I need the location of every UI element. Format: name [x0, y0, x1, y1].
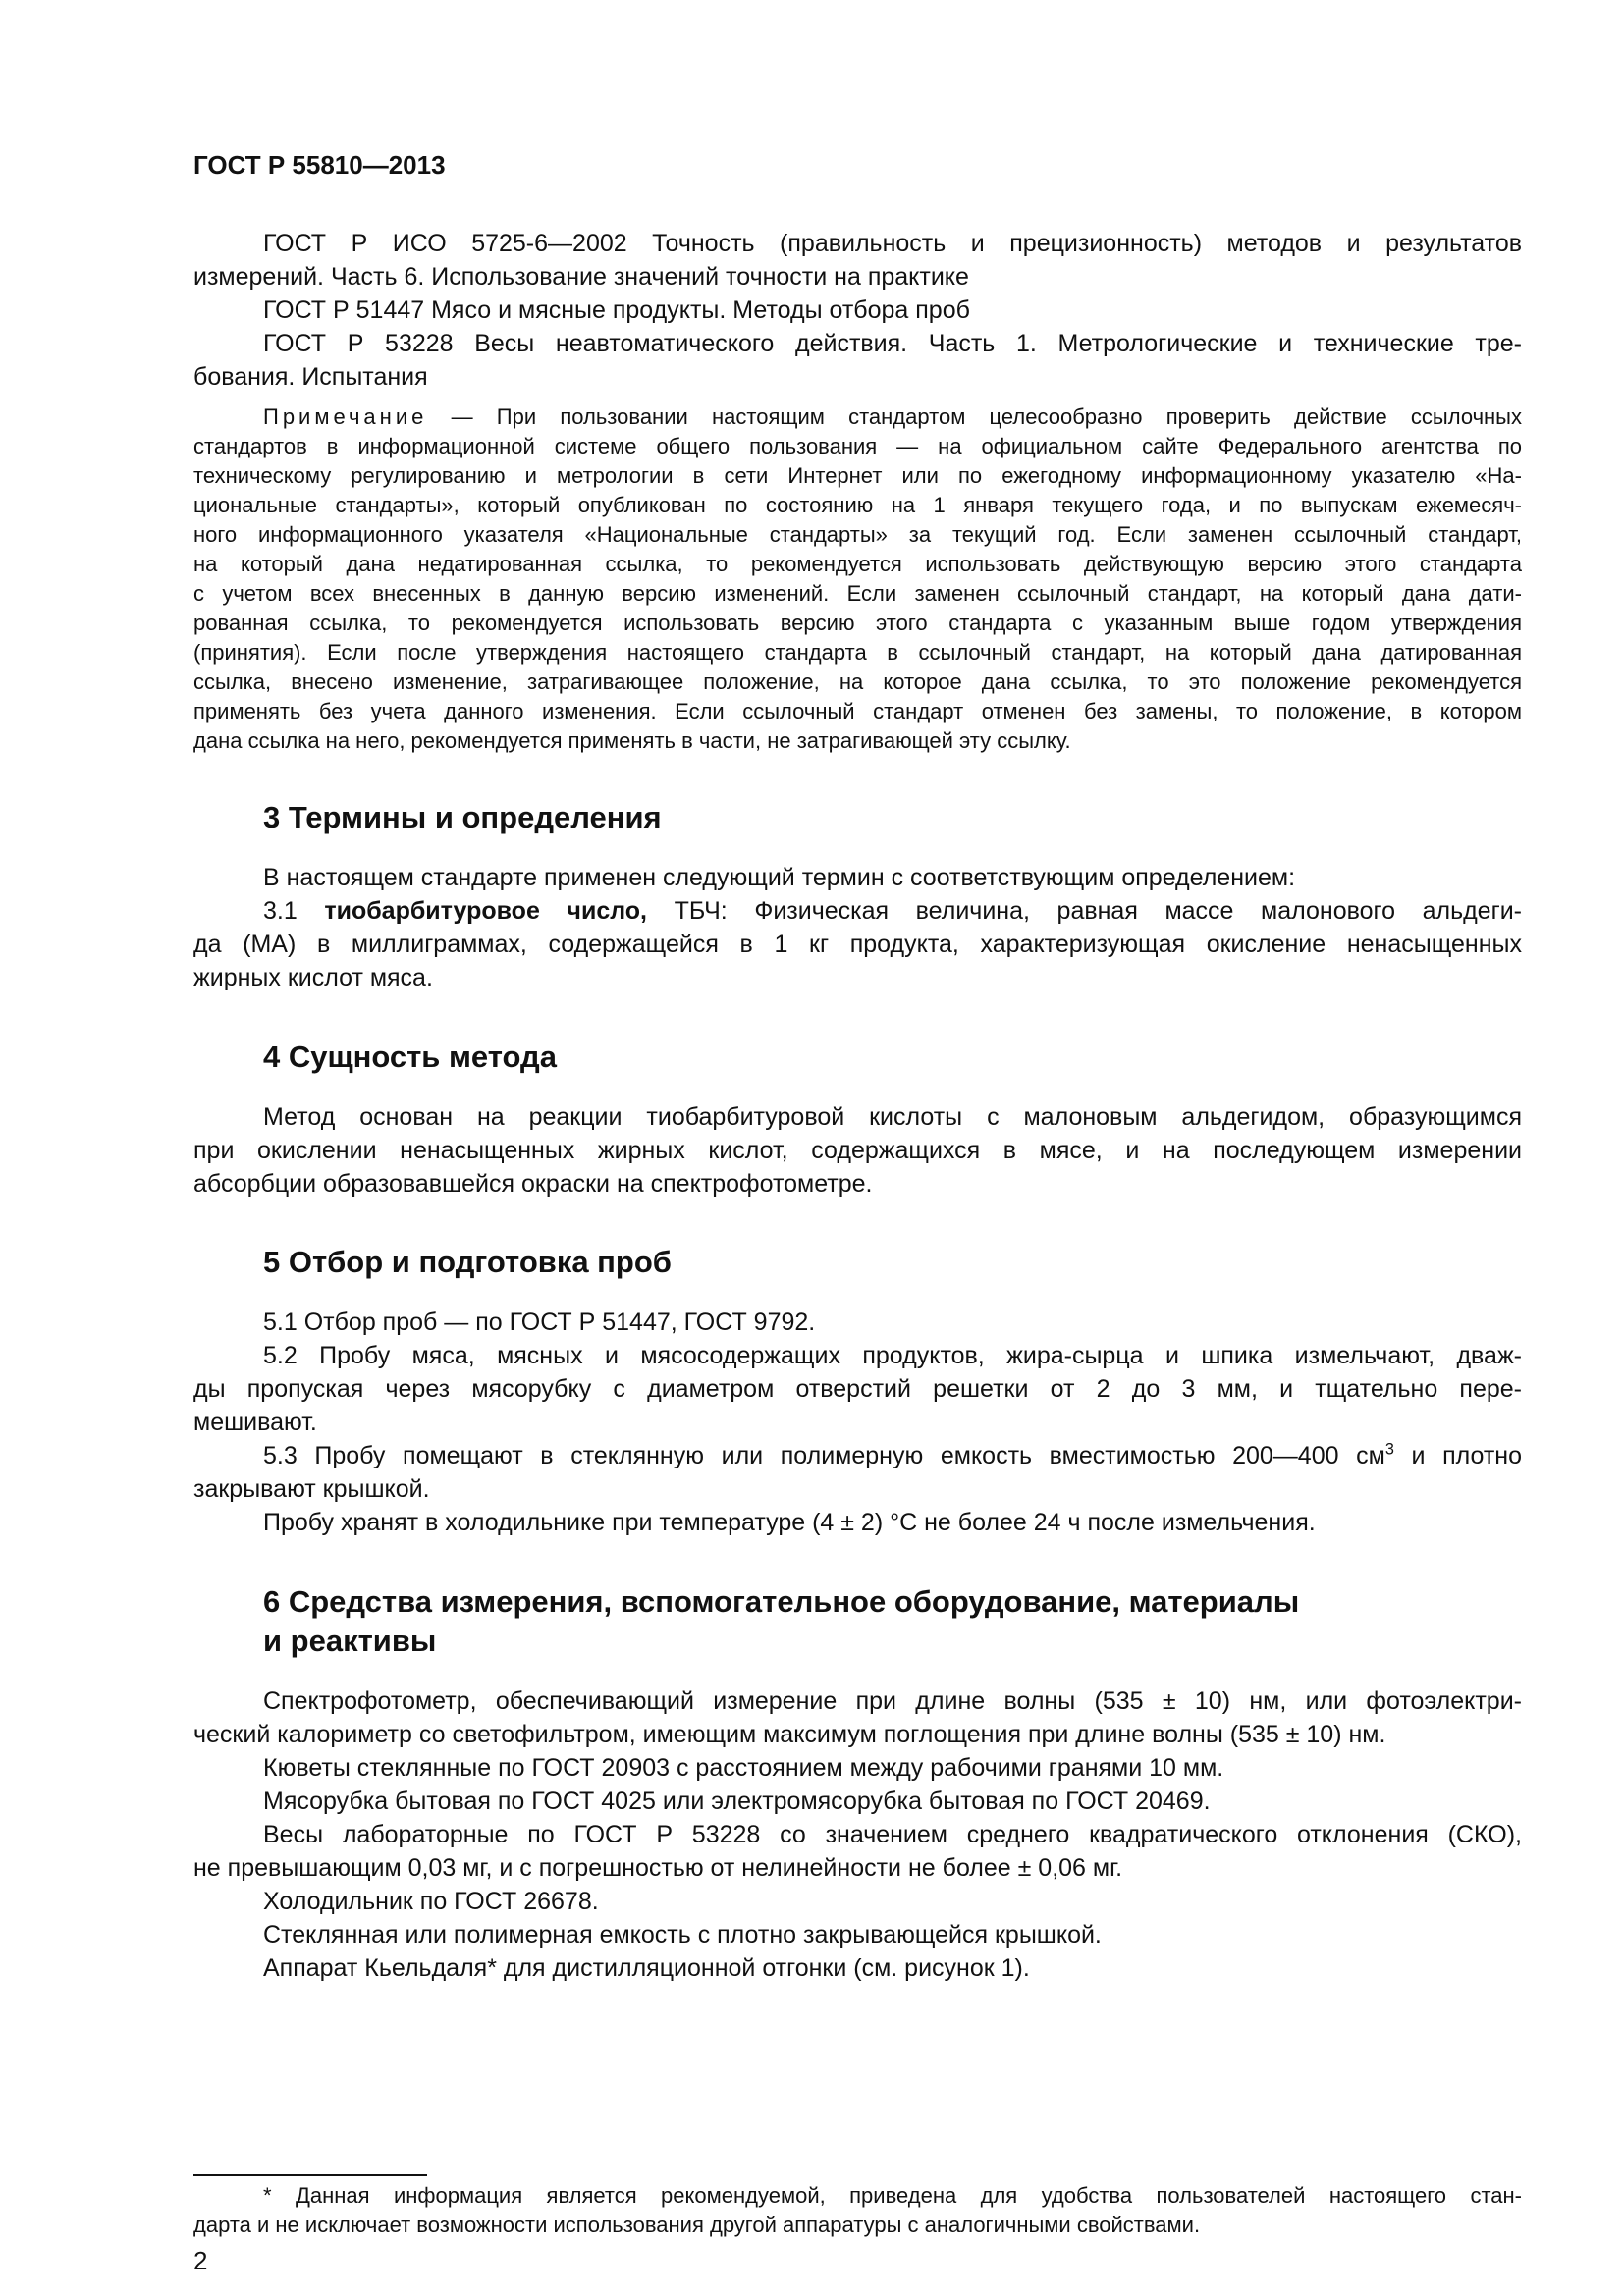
term-name: тиобарбитуровое число, — [324, 897, 647, 925]
note-line: стандартов в информационной системе общего пользования — на официальном сайте Федерального агентства по — [193, 434, 1522, 458]
section-6-kjeldahl: Аппарат Кьельдаля* для дистилляционной отгонки (см. рисунок 1). — [263, 1954, 1030, 1982]
page-number: 2 — [193, 2246, 208, 2275]
note-line: дана ссылка на него, рекомендуется применять в части, не затрагивающей эту ссылку. — [193, 728, 1071, 753]
footnote-line1: * Данная информация является рекомендуемой, приведена для удобства пользователей настоящего стан- — [263, 2183, 1522, 2208]
section-6-container: Стеклянная или полимерная емкость с плотно закрывающейся крышкой. — [263, 1921, 1102, 1949]
note-line: на который дана недатированная ссылка, то рекомендуется использовать действующую версию этого стандарта — [193, 552, 1522, 576]
clause-5-3-line2: закрывают крышкой. — [193, 1475, 430, 1503]
term-definition-line1: 3.1 тиобарбитуровое число, ТБЧ: Физическая величина, равная массе малонового альдеги- — [263, 897, 1522, 925]
ref-gost-53228-line2: бования. Испытания — [193, 363, 428, 391]
note-line: техническому регулированию и метрологии в сети Интернет или по ежегодному информационному указателю «На- — [193, 463, 1522, 488]
clause-5-2-line1: 5.2 Пробу мяса, мясных и мясосодержащих продуктов, жира-сырца и шпика измельчают, дваж- — [263, 1342, 1522, 1369]
clause-5-2-line3: мешивают. — [193, 1409, 317, 1436]
clause-5-3-storage: Пробу хранят в холодильнике при температуре (4 ± 2) °С не более 24 ч после измельчения. — [263, 1509, 1316, 1536]
section-6-title-line1: 6 Средства измерения, вспомогательное оборудование, материалы — [263, 1584, 1300, 1619]
section-6-scales-line2: не превышающим 0,03 мг, и с погрешностью от нелинейности не более ± 0,06 мг. — [193, 1854, 1123, 1882]
note-line: Примечание — При пользовании настоящим стандартом целесообразно проверить действие ссылочных — [263, 404, 1522, 429]
term-definition-line3: жирных кислот мяса. — [193, 964, 433, 991]
note-line: рованная ссылка, то рекомендуется использовать версию этого стандарта с указанным выше годом утверждения — [193, 611, 1522, 635]
section-3-intro: В настоящем стандарте применен следующий термин с соответствующим определением: — [263, 864, 1296, 891]
note-line: ного информационного указателя «Национальные стандарты» за текущий год. Если заменен ссылочный стандарт, — [193, 522, 1522, 547]
section-6-spectrophotometer-line1: Спектрофотометр, обеспечивающий измерение при длине волны (535 ± 10) нм, или фотоэлектри- — [263, 1687, 1522, 1715]
section-4-line3: абсорбции образовавшейся окраски на спектрофотометре. — [193, 1170, 873, 1198]
note-line: циональные стандарты», который опубликован по состоянию на 1 января текущего года, и по выпускам ежемесяч- — [193, 493, 1522, 517]
note-line: применять без учета данного изменения. Если ссылочный стандарт отменен без замены, то положение, в котором — [193, 699, 1522, 723]
ref-gost-53228-line1: ГОСТ Р 53228 Весы неавтоматического действия. Часть 1. Метрологические и технические тре- — [263, 330, 1522, 357]
ref-iso-5725-6-line1: ГОСТ Р ИСО 5725-6—2002 Точность (правильность и прецизионность) методов и результатов — [263, 230, 1522, 257]
clause-5-1: 5.1 Отбор проб — по ГОСТ Р 51447, ГОСТ 9792. — [263, 1308, 816, 1336]
ref-iso-5725-6-line2: измерений. Часть 6. Использование значений точности на практике — [193, 263, 969, 291]
note-line: (принятия). Если после утверждения настоящего стандарта в ссылочный стандарт, на который дана датированная — [193, 640, 1522, 665]
superscript-3: 3 — [1384, 1440, 1394, 1459]
section-5-title: 5 Отбор и подготовка проб — [263, 1245, 672, 1279]
note-label: Примечание — [263, 404, 428, 429]
section-4-title: 4 Сущность метода — [263, 1040, 557, 1074]
document-header: ГОСТ Р 55810—2013 — [193, 150, 446, 180]
section-6-refrigerator: Холодильник по ГОСТ 26678. — [263, 1888, 599, 1915]
footnote-rule — [193, 2174, 427, 2176]
note-line: с учетом всех внесенных в данную версию изменений. Если заменен ссылочный стандарт, на который дана дати- — [193, 581, 1522, 606]
ref-gost-51447: ГОСТ Р 51447 Мясо и мясные продукты. Методы отбора проб — [263, 296, 970, 324]
section-6-cuvettes: Кюветы стеклянные по ГОСТ 20903 с расстоянием между рабочими гранями 10 мм. — [263, 1754, 1224, 1782]
footnote-line2: дарта и не исключает возможности использования другой аппаратуры с аналогичными свойствами. — [193, 2213, 1201, 2237]
section-3-title: 3 Термины и определения — [263, 800, 662, 834]
note-line: ссылка, внесено изменение, затрагивающее положение, на которое дана ссылка, то это положение рекомендуется — [193, 669, 1522, 694]
clause-5-3-line1: 5.3 Пробу помещают в стеклянную или полимерную емкость вместимостью 200—400 $см^3$ и плотно — [263, 1440, 1522, 1469]
section-6-title-line2: и реактивы — [263, 1624, 437, 1658]
section-6-scales-line1: Весы лабораторные по ГОСТ Р 53228 со значением среднего квадратического отклонения (СКО), — [263, 1821, 1522, 1848]
section-6-spectrophotometer-line2: ческий калориметр со светофильтром, имеющим максимум поглощения при длине волны (535 ± 10) нм. — [193, 1721, 1386, 1748]
section-4-line1: Метод основан на реакции тиобарбитуровой кислоты с малоновым альдегидом, образующимся — [263, 1103, 1522, 1131]
clause-5-2-line2: ды пропуская через мясорубку с диаметром отверстий решетки от 2 до 3 мм, и тщательно пере- — [193, 1375, 1522, 1403]
section-6-meat-grinder: Мясорубка бытовая по ГОСТ 4025 или электромясорубка бытовая по ГОСТ 20469. — [263, 1788, 1211, 1815]
section-4-line2: при окислении ненасыщенных жирных кислот, содержащихся в мясе, и на последующем измерении — [193, 1137, 1522, 1164]
term-definition-line2: да (МА) в миллиграммах, содержащейся в 1 кг продукта, характеризующая окисление ненасыщенных — [193, 931, 1522, 958]
